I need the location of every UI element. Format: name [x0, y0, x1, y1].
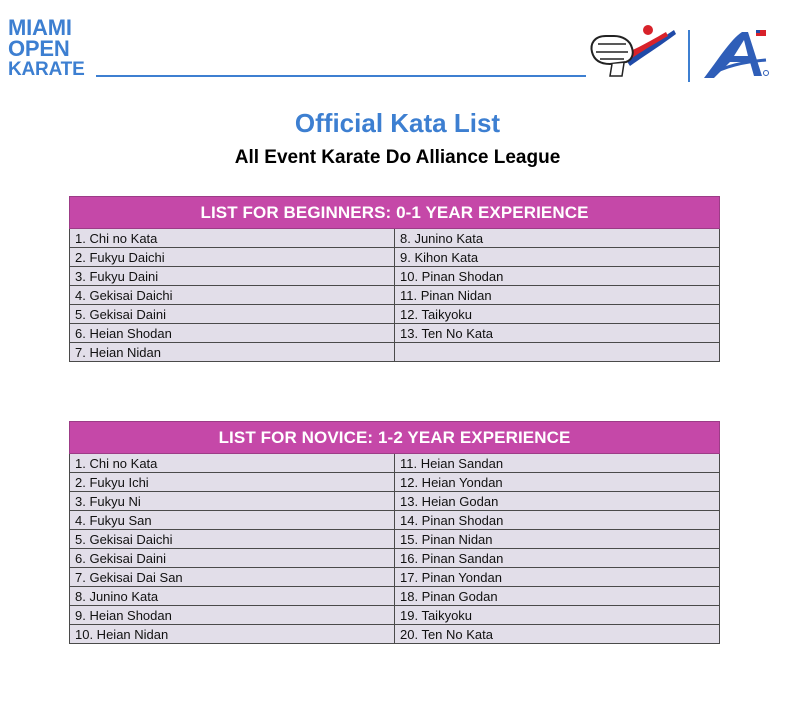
- table-cell: [395, 343, 720, 362]
- table-row: [70, 305, 720, 324]
- beginners-table-heading: LIST FOR BEGINNERS: 0-1 YEAR EXPERIENCE: [70, 197, 720, 229]
- table-row: [70, 568, 720, 587]
- table-row: [70, 248, 720, 267]
- table-row: [70, 286, 720, 305]
- table-cell: 19. Taikyoku: [395, 606, 720, 625]
- table-cell: 8. Junino Kata: [70, 587, 395, 606]
- alliance-a-logo-icon: [700, 26, 772, 84]
- page-subtitle: All Event Karate Do Alliance League: [234, 147, 561, 168]
- table-cell: 15. Pinan Nidan: [395, 530, 720, 549]
- table-cell: 9. Kihon Kata: [395, 248, 720, 267]
- table-cell: 17. Pinan Yondan: [395, 568, 720, 587]
- table-row: [70, 606, 720, 625]
- table-cell: 2. Fukyu Daichi: [70, 248, 395, 267]
- table-cell: 12. Taikyoku: [395, 305, 720, 324]
- novice-kata-table: [69, 421, 720, 644]
- table-row: [70, 625, 720, 644]
- table-cell: 5. Gekisai Daini: [70, 305, 395, 324]
- table-cell: 11. Pinan Nidan: [395, 286, 720, 305]
- table-row: [70, 229, 720, 248]
- table-cell: 1. Chi no Kata: [70, 229, 395, 248]
- table-row: [70, 267, 720, 286]
- table-row: [70, 343, 720, 362]
- table-row: [70, 587, 720, 606]
- table-cell: 6. Gekisai Daini: [70, 549, 395, 568]
- table-cell: 3. Fukyu Daini: [70, 267, 395, 286]
- table-cell: 13. Ten No Kata: [395, 324, 720, 343]
- table-cell: 13. Heian Godan: [395, 492, 720, 511]
- table-row: [70, 511, 720, 530]
- table-cell: 10. Pinan Shodan: [395, 267, 720, 286]
- beginners-kata-table: [69, 196, 720, 362]
- table-row: [70, 492, 720, 511]
- table-row: [70, 549, 720, 568]
- table-cell: 8. Junino Kata: [395, 229, 720, 248]
- table-cell: 9. Heian Shodan: [70, 606, 395, 625]
- table-row: [70, 324, 720, 343]
- novice-table-heading: LIST FOR NOVICE: 1-2 YEAR EXPERIENCE: [70, 422, 720, 454]
- table-cell: 16. Pinan Sandan: [395, 549, 720, 568]
- logo-line-2: OPEN: [8, 36, 70, 61]
- table-cell: 7. Heian Nidan: [70, 343, 395, 362]
- table-cell: 6. Heian Shodan: [70, 324, 395, 343]
- fist-icon: [586, 22, 678, 82]
- table-cell: 2. Fukyu Ichi: [70, 473, 395, 492]
- table-row: [70, 473, 720, 492]
- table-cell: 14. Pinan Shodan: [395, 511, 720, 530]
- table-cell: 7. Gekisai Dai San: [70, 568, 395, 587]
- table-cell: 20. Ten No Kata: [395, 625, 720, 644]
- table-cell: 5. Gekisai Daichi: [70, 530, 395, 549]
- header-rule: [96, 75, 586, 77]
- miami-open-karate-logo: [8, 17, 85, 80]
- table-row: [70, 454, 720, 473]
- table-cell: 1. Chi no Kata: [70, 454, 395, 473]
- table-cell: 18. Pinan Godan: [395, 587, 720, 606]
- table-row: [70, 530, 720, 549]
- logo-line-1: MIAMI: [8, 15, 72, 40]
- table-cell: 12. Heian Yondan: [395, 473, 720, 492]
- table-cell: 4. Fukyu San: [70, 511, 395, 530]
- header-separator: [688, 30, 690, 82]
- table-cell: 10. Heian Nidan: [70, 625, 395, 644]
- table-cell: 4. Gekisai Daichi: [70, 286, 395, 305]
- table-cell: 3. Fukyu Ni: [70, 492, 395, 511]
- page-title: Official Kata List: [294, 108, 501, 138]
- logo-line-3: KARATE: [8, 59, 85, 80]
- table-cell: 11. Heian Sandan: [395, 454, 720, 473]
